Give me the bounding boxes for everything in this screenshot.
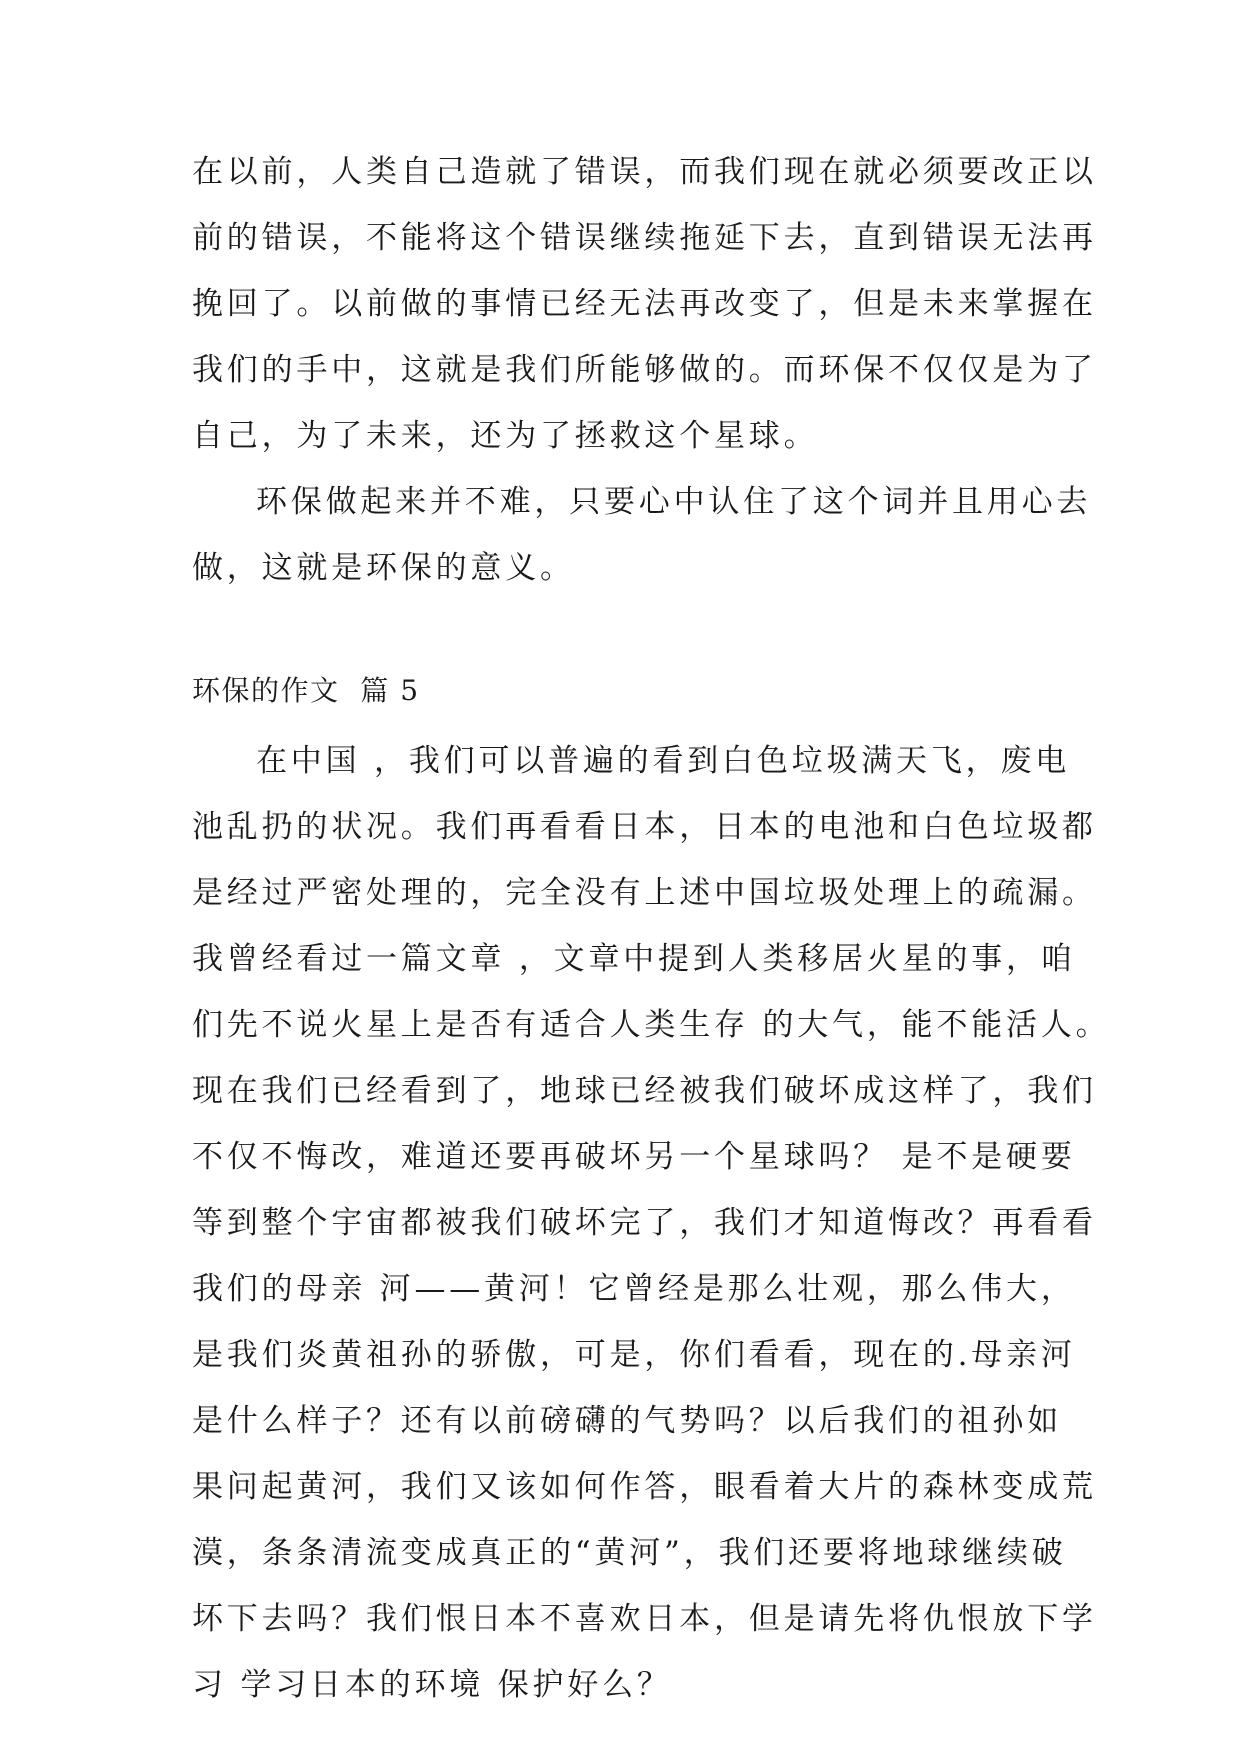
paragraph-line: 漠，条条清流变成真正的“黄河”，我们还要将地球继续破 bbox=[192, 1535, 1067, 1571]
paragraph-line: 做，这就是环保的意义。 bbox=[192, 550, 575, 586]
paragraph-line: 是什么样子？还有以前磅礴的气势吗？以后我们的祖孙如 bbox=[192, 1403, 1062, 1439]
paragraph-line: 前的错误，不能将这个错误继续拖延下去，直到错误无法再 bbox=[192, 220, 1097, 256]
paragraph-line: 在以前，人类自己造就了错误，而我们现在就必须要改正以 bbox=[192, 154, 1097, 190]
paragraph-line: 不仅不悔改，难道还要再破坏另一个星球吗？ 是不是硬要 bbox=[192, 1139, 1076, 1175]
section-heading: 环保的作文 篇 5 bbox=[192, 674, 420, 707]
paragraph-line: 我们的母亲 河——黄河！它曾经是那么壮观，那么伟大， bbox=[192, 1271, 1076, 1307]
paragraph-line: 自己，为了未来，还为了拯救这个星球。 bbox=[192, 418, 819, 454]
paragraph-line: 我曾经看过一篇文章 ，文章中提到人类移居火星的事，咱 bbox=[192, 941, 1076, 977]
paragraph-line: 果问起黄河，我们又该如何作答，眼看着大片的森林变成荒 bbox=[192, 1469, 1097, 1505]
paragraph-line: 是经过严密处理的，完全没有上述中国垃圾处理上的疏漏。 bbox=[192, 875, 1097, 911]
paragraph-line: 我们的手中，这就是我们所能够做的。而环保不仅仅是为了 bbox=[192, 352, 1097, 388]
paragraph-line: 们先不说火星上是否有适合人类生存 的大气，能不能活人。 bbox=[192, 1007, 1111, 1043]
paragraph-line: 在中国 ，我们可以普遍的看到白色垃圾满天飞，废电 bbox=[256, 743, 1071, 779]
paragraph-line: 现在我们已经看到了，地球已经被我们破坏成这样了，我们 bbox=[192, 1073, 1097, 1109]
paragraph-line: 池乱扔的状况。我们再看看日本，日本的电池和白色垃圾都 bbox=[192, 809, 1097, 845]
paragraph-line: 是我们炎黄祖孙的骄傲，可是，你们看看，现在的.母亲河 bbox=[192, 1337, 1076, 1373]
paragraph-line: 坏下去吗？我们恨日本不喜欢日本，但是请先将仇恨放下学 bbox=[192, 1601, 1097, 1637]
paragraph-line: 挽回了。以前做的事情已经无法再改变了，但是未来掌握在 bbox=[192, 286, 1097, 322]
paragraph-line: 等到整个宇宙都被我们破坏完了，我们才知道悔改？再看看 bbox=[192, 1205, 1097, 1241]
paragraph-line: 环保做起来并不难，只要心中认住了这个词并且用心去 bbox=[256, 484, 1092, 520]
paragraph-line: 习 学习日本的环境 保护好么？ bbox=[192, 1667, 672, 1703]
